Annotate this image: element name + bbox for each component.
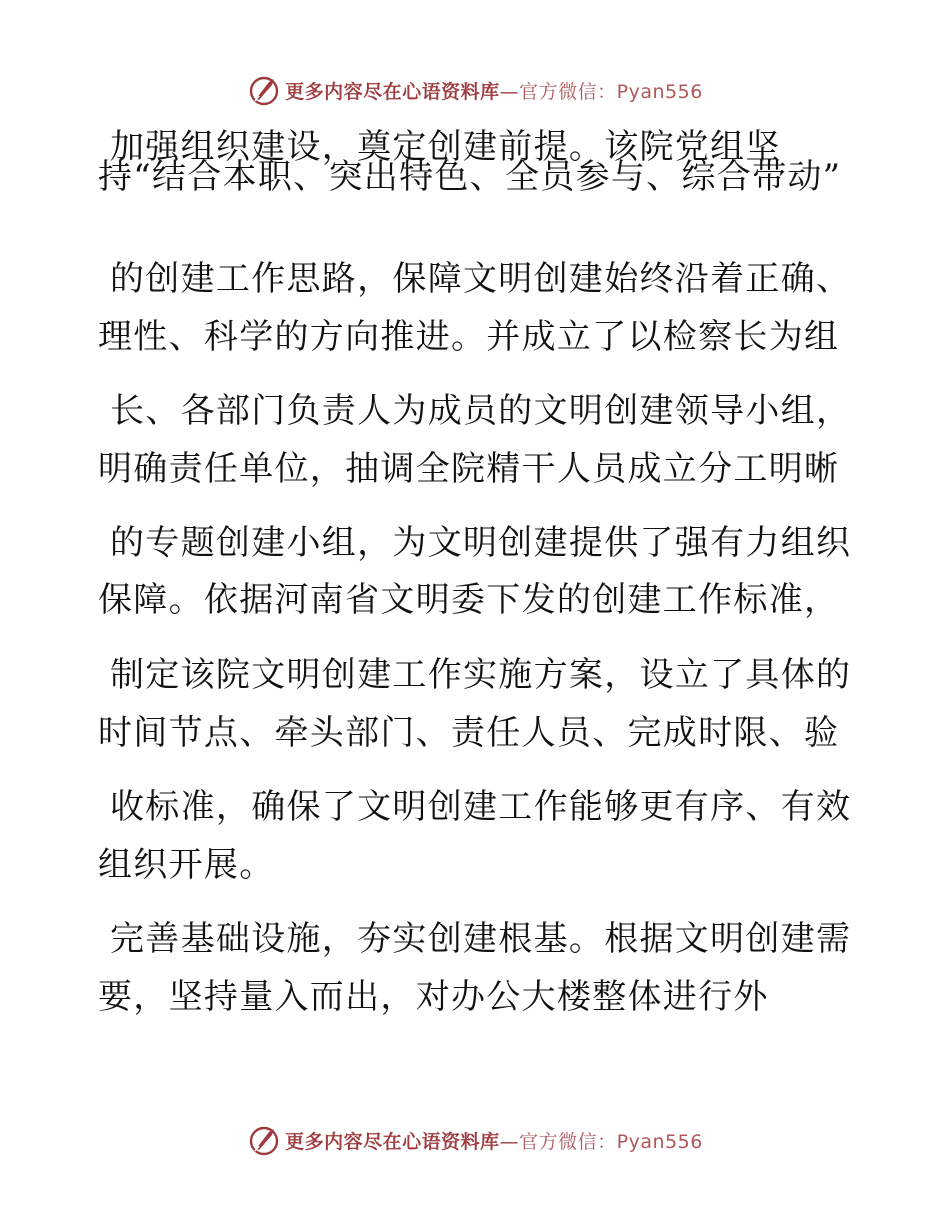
text-line-11: 收标准，确保了文明创建工作能够更有序、有效: [110, 787, 852, 827]
footer-banner-separator: —: [499, 1130, 520, 1153]
text-line-10: 时间节点、牵头部门、责任人员、完成时限、验: [98, 713, 840, 753]
text-line-12: 组织开展。: [98, 845, 275, 885]
text-line-6: 明确责任单位，抽调全院精干人员成立分工明晰: [98, 449, 840, 489]
text-line-14: 要，坚持量入而出，对办公大楼整体进行外: [98, 977, 769, 1017]
footer-banner: [0, 1120, 950, 1160]
quill-pen-logo-icon: [247, 1123, 281, 1157]
text-line-1: 加强组织建设，奠定创建前提。该院党组坚: [110, 127, 781, 167]
text-line-2: 持“结合本职、突出特色、全员参与、综合带动”: [98, 157, 842, 197]
footer-banner-text: [285, 1127, 703, 1154]
footer-banner-contact: 官方微信：Pyan556: [519, 1130, 703, 1153]
text-line-5: 长、各部门负责人为成员的文明创建领导小组，: [110, 391, 852, 431]
text-line-9: 制定该院文明创建工作实施方案，设立了具体的: [110, 655, 852, 695]
header-banner-main: 更多内容尽在心语资料库: [285, 80, 500, 103]
footer-banner-main: 更多内容尽在心语资料库: [285, 1130, 500, 1153]
header-banner-contact: 官方微信：Pyan556: [519, 80, 703, 103]
text-line-7: 的专题创建小组，为文明创建提供了强有力组织: [110, 523, 852, 563]
text-line-3: 的创建工作思路，保障文明创建始终沿着正确、: [110, 259, 852, 299]
text-line-4: 理性、科学的方向推进。并成立了以检察长为组: [98, 317, 840, 357]
text-line-13: 完善基础设施，夯实创建根基。根据文明创建需: [110, 919, 852, 959]
header-banner-separator: —: [499, 80, 520, 103]
text-line-8: 保障。依据河南省文明委下发的创建工作标准，: [98, 580, 840, 620]
